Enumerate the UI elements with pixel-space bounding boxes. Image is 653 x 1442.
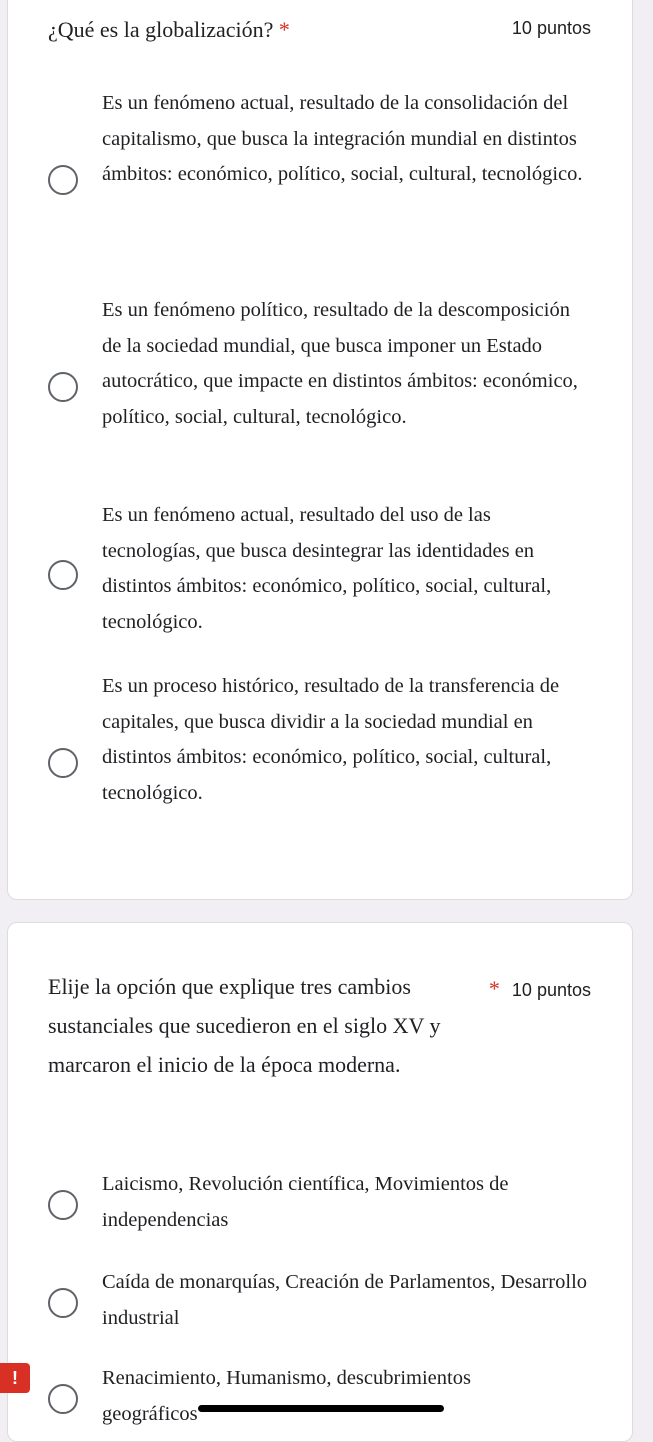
radio-button[interactable]	[48, 1190, 78, 1220]
option-label: Renacimiento, Humanismo, descubrimientos geográficos	[102, 1367, 471, 1425]
option-label: Es un proceso histórico, resultado de la transferencia de capitales, que busca dividir a la sociedad mundial en distintos ámbitos: económico, político, social, cultural, tecnológico.	[102, 675, 560, 804]
radio-button[interactable]	[48, 1384, 78, 1414]
option-label: Es un fenómeno político, resultado de la descomposición de la sociedad mundial, que busca imponer un Estado autocrático, que impacte en distintos ámbitos: económico, político, social, cultural, tecnológico.	[102, 299, 578, 428]
radio-button[interactable]	[48, 165, 78, 195]
question-title-text: ¿Qué es la globalización?	[48, 17, 274, 42]
question-card-globalizacion	[7, 0, 633, 900]
error-icon: !	[0, 1363, 30, 1393]
points-label: 10 puntos	[511, 18, 591, 38]
home-indicator-bar[interactable]	[198, 1405, 444, 1412]
option-label: Es un fenómeno actual, resultado del uso de las tecnologías, que busca desintegrar las identidades en distintos ámbitos: económico, político, social, cultural, tecnológico.	[102, 504, 552, 633]
radio-button[interactable]	[48, 372, 78, 402]
option-label: Laicismo, Revolución científica, Movimientos de independencias	[102, 1173, 509, 1231]
option-label: Caída de monarquías, Creación de Parlamentos, Desarrollo industrial	[102, 1271, 588, 1329]
required-asterisk: *	[488, 976, 500, 1001]
points-text: 10 puntos	[511, 980, 591, 1000]
radio-button[interactable]	[48, 748, 78, 778]
radio-button[interactable]	[48, 560, 78, 590]
points-label	[489, 976, 591, 1002]
radio-button[interactable]	[48, 1288, 78, 1318]
question-title	[48, 10, 468, 49]
question-card-siglo-xv	[7, 922, 633, 1442]
option-label: Es un fenómeno actual, resultado de la consolidación del capitalismo, que busca la integración mundial en distintos ámbitos: económico, político, social, cultural, tecnológico.	[102, 92, 583, 185]
question-title: Elije la opción que explique tres cambios sustanciales que sucedieron en el siglo XV y marcaron el inicio de la época moderna.	[48, 974, 441, 1077]
required-asterisk: *	[278, 17, 290, 42]
